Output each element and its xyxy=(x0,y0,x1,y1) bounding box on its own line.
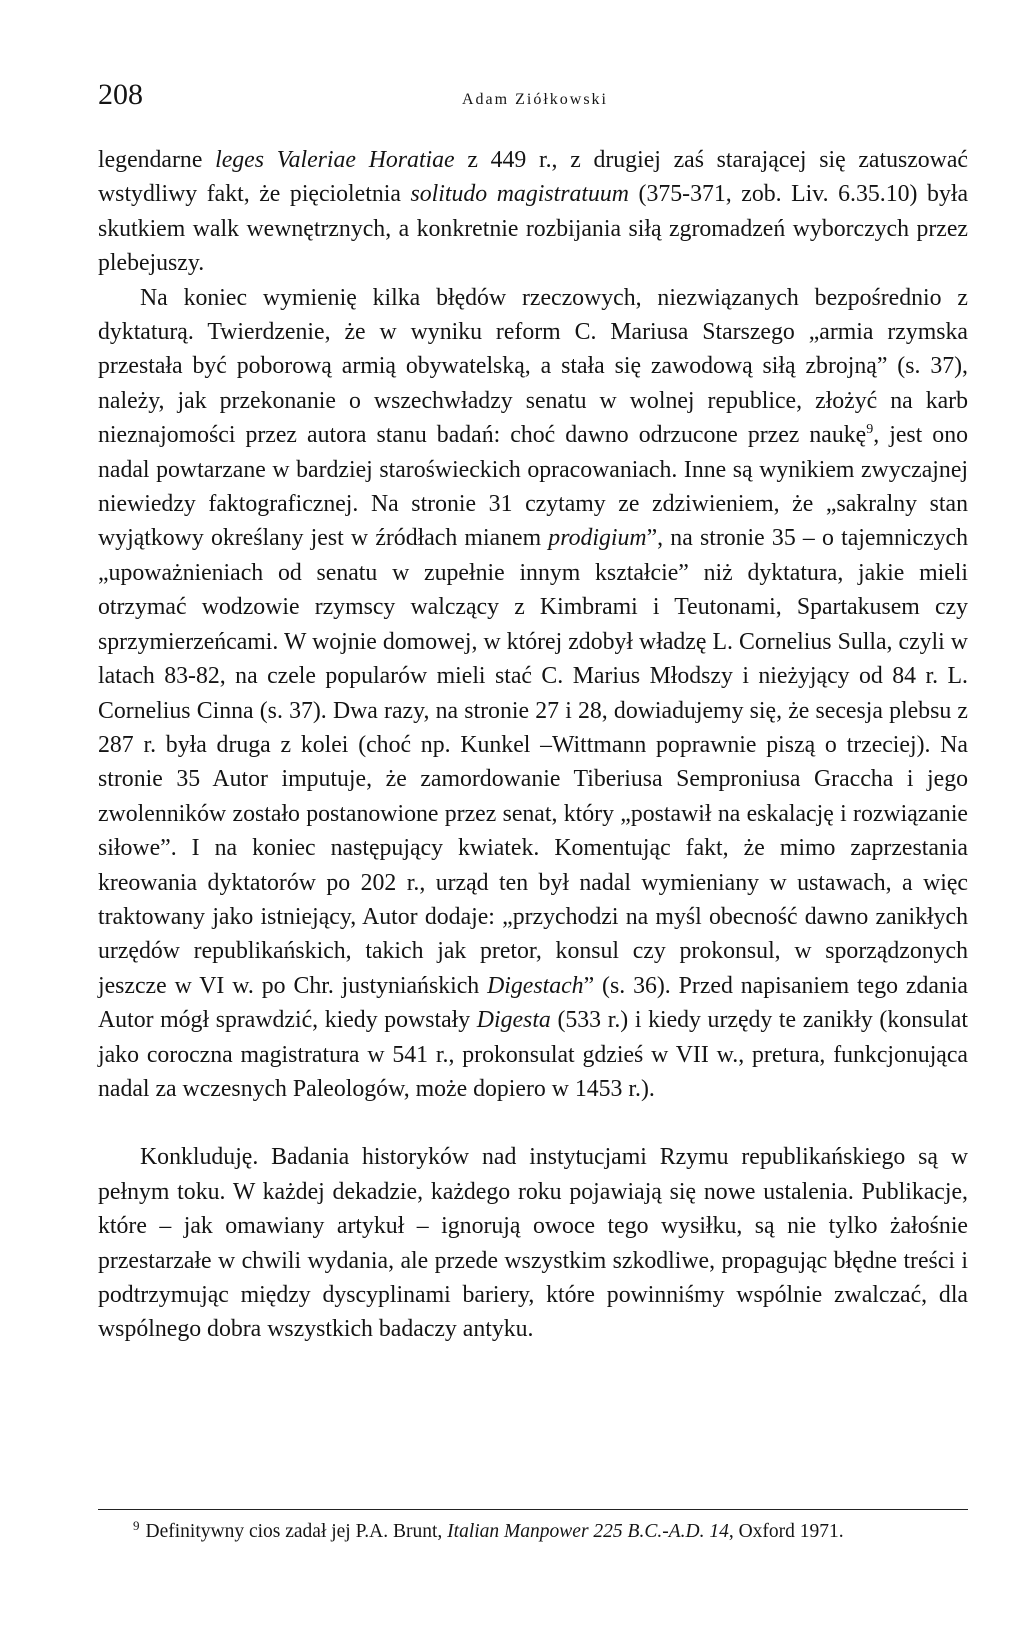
footnote-divider xyxy=(98,1509,968,1510)
paragraph-1-text: legendarne xyxy=(98,147,216,173)
paragraph-2-text: ” (s. 36). Przed napisaniem tego zdania Autor mógł sprawdzić, kiedy powstały xyxy=(98,972,968,1034)
footnote-number: 9 xyxy=(133,1517,140,1533)
paragraph-1-text: z 449 r., z drugiej zaś starającej się zatuszować wstydliwy fakt, że pięcioletnia xyxy=(98,147,968,208)
italic-term: leges Valeriae Horatiae xyxy=(215,147,455,173)
paragraph-1 xyxy=(98,143,968,281)
paragraph-2 xyxy=(98,281,968,1107)
italic-term: prodigium xyxy=(548,525,647,552)
footnote-text: , Oxford 1971. xyxy=(728,1521,844,1542)
running-head: Adam Ziółkowski xyxy=(462,91,608,108)
italic-term: Digestach xyxy=(487,972,584,999)
body-text xyxy=(98,143,968,1347)
page-number: 208 xyxy=(98,78,143,111)
footnote-title: Italian Manpower 225 B.C.-A.D. 14 xyxy=(447,1521,729,1542)
paragraph-3-text: Konkluduję. Badania historyków nad instytucjami Rzymu republikańskiego są w pełnym toku. W każdej dekadzie, każdego roku pojawiają się nowe ustalenia. Publikacje, które – jak omawiany artykuł – ignorują owoce tego wysiłku, są nie tylko żałośnie przestarzałe w chwili wydania, ale przede wszystkim szkodliwe, propagując błędne treści i podtrzymując między dyscyplinami bariery, które powinniśmy wspólnie zwalczać, dla wspólnego dobra wszystkich badaczy antyku. xyxy=(98,1144,968,1343)
italic-term: Digesta xyxy=(476,1007,551,1034)
italic-term: solitudo magistratuum xyxy=(410,181,629,208)
footnote-reference: 9 xyxy=(866,422,874,438)
paragraph-1-text: (375-371, zob. Liv. 6.35.10) była skutkiem walk wewnętrznych, a konkretnie rozbijania siłą zgromadzeń wyborczych przez plebejuszy. xyxy=(98,181,969,277)
paragraph-2-text: ”, na stronie 35 – o tajemniczych „upoważnieniach od senatu w zupełnie innym kształcie” niż dyktatura, jakie mieli otrzymać wodzowie rzymscy walczący z Kimbrami i Teutonami, Spartakusem czy sprzymierzeńcami. W wojnie domowej, w której zdobył władzę L. Cornelius Sulla, czyli w latach 83-82, na czele popularów mieli stać C. Marius Młodszy i nieżyjący od 84 r. L. Cornelius Cinna (s. 37). Dwa razy, na stronie 27 i 28, dowiadujemy się, że secesja plebsu z 287 r. była druga z kolei (choć np. Kunkel –Wittmann poprawnie piszą o trzeciej). Na stronie 35 Autor imputuje, że zamordowanie Tiberiusa Semproniusa Gracchа i jego zwolenników zostało postanowione przez senat, który „postawił na eskalację i rozwiązanie siłowe”. I na koniec następujący kwiatek. Komentując fakt, że mimo zaprzestania kreowania dyktatorów po 202 r., urząd ten był nadal wymieniany w ustawach, a więc traktowany jako istniejący, Autor dodaje: „przychodzi na myśl obecność dawno zanikłych urzędów republikańskich, takich jak pretor, konsul czy prokonsul, w sporządzonych jeszcze w VI w. po Chr. justyniańskich xyxy=(98,525,968,999)
paragraph-2-text: (533 r.) i kiedy urzędy te zanikły (konsulat jako coroczna magistratura w 541 r., prokonsulat gdzieś w VII w., pretura, funkcjonująca nadal za wczesnych Paleologów, może dopiero w 1453 r.). xyxy=(98,1007,968,1102)
page-header xyxy=(98,78,968,118)
footnote xyxy=(133,1518,968,1546)
paragraph-3 xyxy=(98,1140,968,1346)
paragraph-2-text: Na koniec wymienię kilka błędów rzeczowych, niezwiązanych bezpośrednio z dyktaturą. Twierdzenie, że w wyniku reform C. Mariusa Starszego „armia rzymska przestała być poborową armią obywatelską, a stała się zawodową siłą zbrojną” (s. 37), należy, jak przekonanie o wszechwładzy senatu w wolnej republice, złożyć na karb nieznajomości przez autora stanu badań: choć dawno odrzucone przez naukę xyxy=(98,284,968,449)
paragraph-2-text: , jest ono nadal powtarzane w bardziej staroświeckich opracowaniach. Inne są wynikiem zwyczajnej niewiedzy faktograficznej. Na stronie 31 czytamy ze zdziwieniem, że „sakralny stan wyjątkowy określany jest w źródłach mianem xyxy=(98,422,969,552)
footnote-text: Definitywny cios zadał jej P.A. Brunt, xyxy=(145,1521,448,1542)
